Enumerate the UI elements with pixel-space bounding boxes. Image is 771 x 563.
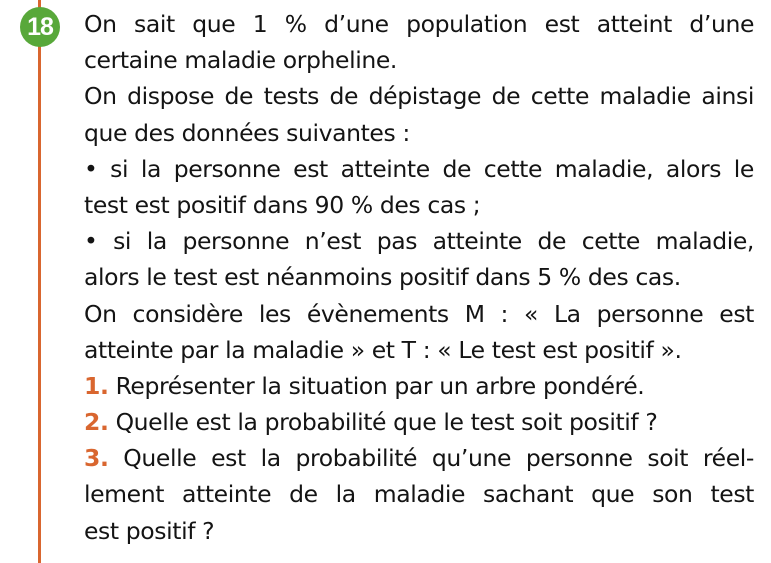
question-number: 1.	[84, 371, 109, 400]
statement-line: On sait que 1 % d’une population est atteint d’une	[84, 10, 754, 38]
statement-line: On dispose de tests de dépistage de cette maladie ainsi	[84, 82, 754, 111]
statement-line: alors le test est néanmoins positif dans 5 % des cas.	[84, 263, 681, 292]
question-3-continued: est positif ?	[84, 516, 215, 545]
question-3	[84, 440, 754, 476]
question-text: Représenter la situation par un arbre pondéré.	[115, 371, 645, 400]
question-number: 2.	[84, 408, 109, 437]
exercise-statement	[84, 6, 754, 549]
statement-line: On considère les évènements M : « La personne est	[84, 299, 754, 328]
statement-line: • si la personne est atteinte de cette maladie, alors le	[84, 154, 754, 183]
question-3-continued: lement atteinte de la maladie sachant que son test	[84, 480, 754, 509]
statement-line: • si la personne n’est pas atteinte de cette maladie,	[84, 227, 754, 256]
question-2	[84, 404, 754, 440]
question-1	[84, 368, 754, 404]
margin-rule	[38, 0, 41, 563]
question-text: Quelle est la probabilité que le test soit positif ?	[115, 408, 658, 437]
exercise-number-badge: 18	[20, 7, 60, 47]
statement-line: certaine maladie orpheline.	[84, 46, 397, 75]
statement-line: test est positif dans 90 % des cas ;	[84, 190, 481, 219]
statement-line: que des données suivantes :	[84, 118, 410, 147]
statement-line: atteinte par la maladie » et T : « Le test est positif ».	[84, 335, 682, 364]
question-text: Quelle est la probabilité qu’une personne soit réel-	[123, 444, 754, 473]
question-number: 3.	[84, 444, 109, 473]
